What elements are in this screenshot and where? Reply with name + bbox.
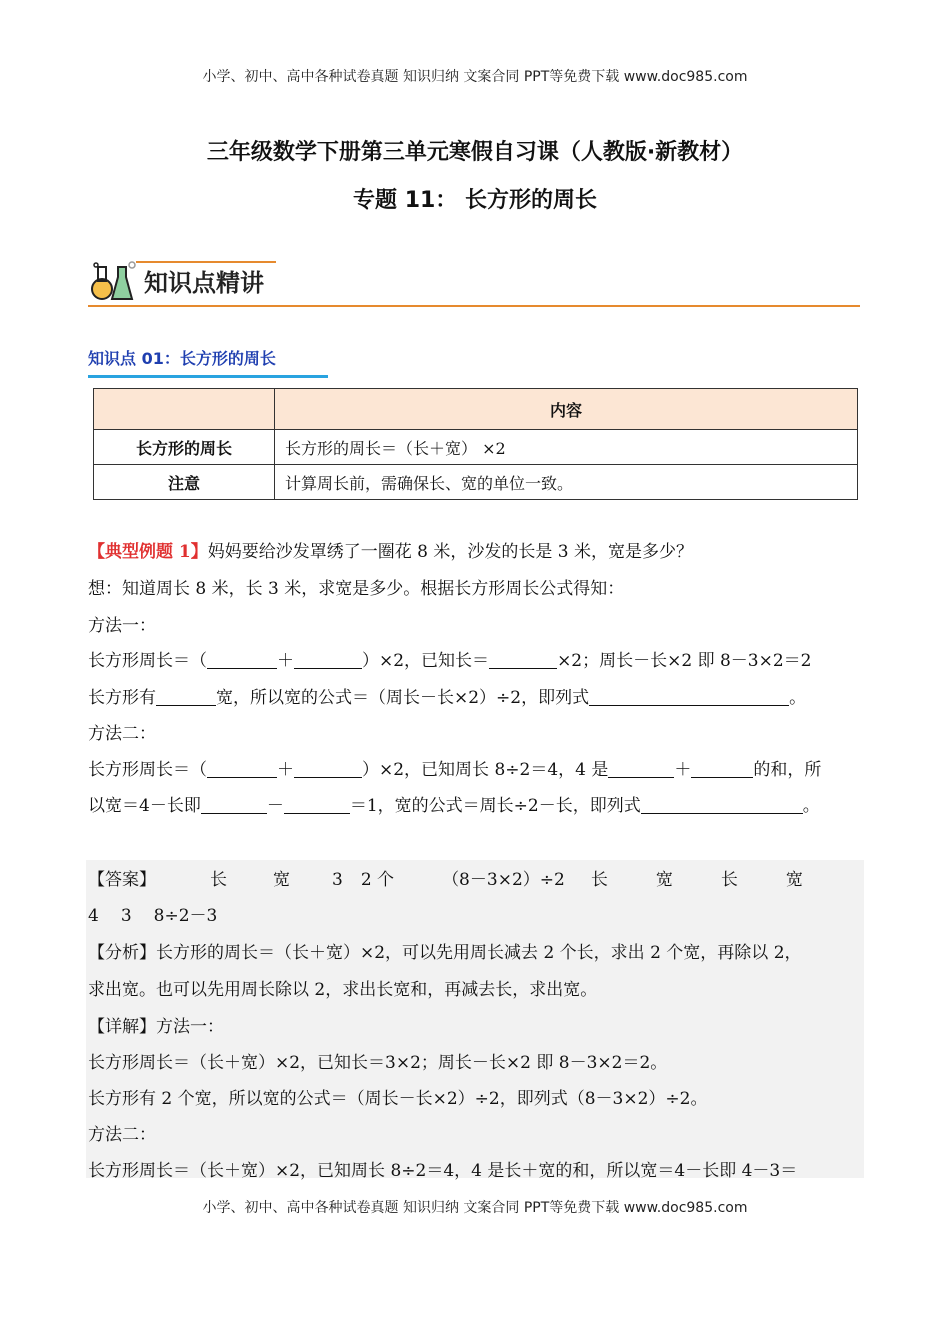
- answer-item: 4: [88, 906, 99, 926]
- table-row-label: 长方形的周长: [94, 430, 275, 465]
- analysis-text: 长方形的周长＝（长＋宽）×2，可以先用周长减去 2 个长，求出 2 个宽，再除以 2，: [156, 943, 802, 963]
- method1-line2: [88, 683, 806, 708]
- method1-line1: [88, 646, 812, 671]
- detail-method1-label: 方法一：: [156, 1017, 224, 1037]
- knowledge-point-title: 知识点 01：长方形的周长: [88, 349, 276, 368]
- text: 。: [802, 796, 820, 816]
- table-row: [94, 465, 858, 500]
- analysis-line2: 求出宽。也可以先用周长除以 2，求出长宽和，再减去长，求出宽。: [88, 980, 598, 1000]
- detail-line2: 长方形有 2 个宽，所以宽的公式＝（周长－长×2）÷2，即列式（8－3×2）÷2。: [88, 1089, 708, 1109]
- text: －: [266, 796, 284, 816]
- table-row-content: 长方形的周长＝（长＋宽） ×2: [275, 430, 858, 465]
- page-footer: 小学、初中、高中各种试卷真题 知识归纳 文案合同 PPT等免费下载 www.doc985.com: [202, 1200, 748, 1216]
- fill-blank[interactable]: [691, 761, 753, 778]
- section-banner: [88, 255, 860, 307]
- answer-item: 8÷2－3: [153, 906, 218, 926]
- method2-line2: [88, 791, 820, 816]
- text: ＋: [277, 651, 294, 671]
- answer-tag: 【答案】: [88, 870, 156, 890]
- table-row-label: 注意: [94, 465, 275, 500]
- answer-item: 宽: [273, 870, 290, 890]
- answer-item: 长: [590, 870, 608, 890]
- flask-icon: [88, 259, 138, 303]
- table-header-row: [94, 389, 858, 430]
- section-heading: 知识点精讲: [144, 269, 264, 297]
- text: ＋: [277, 760, 294, 780]
- answer-item: 长: [720, 870, 738, 890]
- fill-blank[interactable]: [294, 652, 362, 669]
- text: ×2；周长－长×2 即 8－3×2＝2: [557, 651, 812, 671]
- answer-item: 宽: [655, 870, 673, 890]
- detail-method2-label: 方法二：: [88, 1125, 156, 1145]
- text: 长方形有: [88, 688, 156, 708]
- fill-blank[interactable]: [641, 797, 803, 814]
- fill-blank[interactable]: [489, 652, 557, 669]
- example-tag: 【典型例题 1】: [88, 542, 208, 562]
- example-question: [88, 537, 693, 562]
- text: 长方形周长＝（: [88, 651, 207, 671]
- text: 长方形周长＝（: [88, 760, 207, 780]
- knowledge-table: [93, 388, 858, 500]
- method2-label: 方法二：: [88, 724, 156, 744]
- fill-blank[interactable]: [589, 689, 789, 706]
- answer-item: 2 个: [360, 870, 395, 890]
- text: ＝1，宽的公式＝周长÷2－长，即列式: [349, 796, 641, 816]
- detail-line1: 长方形周长＝（长＋宽）×2，已知长＝3×2；周长－长×2 即 8－3×2＝2。: [88, 1053, 668, 1073]
- fill-blank[interactable]: [201, 797, 267, 814]
- answer-item: 宽: [785, 870, 803, 890]
- text: 的和，所: [753, 760, 822, 780]
- text: 以宽＝4－长即: [88, 796, 201, 816]
- text: 。: [789, 688, 807, 708]
- analysis-tag: 【分析】: [88, 943, 156, 963]
- example-question-text: 妈妈要给沙发罩绣了一圈花 8 米，沙发的长是 3 米，宽是多少？: [207, 542, 693, 562]
- answer-item: 3: [120, 906, 132, 926]
- fill-blank[interactable]: [207, 761, 277, 778]
- knowledge-point-underline: [88, 375, 328, 378]
- method1-label: 方法一：: [88, 616, 156, 636]
- answer-item: 长: [210, 870, 227, 890]
- fill-blank[interactable]: [284, 797, 350, 814]
- method2-line1: [88, 755, 821, 780]
- fill-blank[interactable]: [608, 761, 674, 778]
- table-header-empty: [94, 389, 275, 430]
- text: ＋: [674, 760, 692, 780]
- section-rule: [88, 305, 860, 307]
- page-header: 小学、初中、高中各种试卷真题 知识归纳 文案合同 PPT等免费下载 www.doc985.com: [202, 69, 748, 85]
- text: 宽，所以宽的公式＝（周长－长×2）÷2，即列式: [216, 688, 590, 708]
- detail-tag: 【详解】: [88, 1017, 156, 1037]
- topic-title: 专题 11： 长方形的周长: [353, 188, 597, 213]
- answer-item: 3: [332, 870, 343, 890]
- answer-item: （8－3×2）÷2: [442, 870, 565, 890]
- table-row-content: 计算周长前，需确保长、宽的单位一致。: [275, 465, 858, 500]
- fill-blank[interactable]: [294, 761, 362, 778]
- text: ）×2，已知长＝: [362, 651, 490, 671]
- fill-blank[interactable]: [156, 689, 216, 706]
- answer-line2: [88, 901, 217, 926]
- fill-blank[interactable]: [207, 652, 277, 669]
- document-title: 三年级数学下册第三单元寒假自习课（人教版·新教材）: [206, 140, 744, 165]
- example-think: 想：知道周长 8 米，长 3 米，求宽是多少。根据长方形周长公式得知：: [88, 579, 625, 599]
- detail-line3: 长方形周长＝（长＋宽）×2，已知周长 8÷2＝4，4 是长＋宽的和，所以宽＝4－长即 4－3＝: [88, 1161, 798, 1181]
- text: ）×2，已知周长 8÷2＝4，4 是: [362, 760, 609, 780]
- answer-line1: [88, 865, 803, 890]
- detail-header: [88, 1012, 224, 1037]
- table-header-content: 内容: [275, 389, 858, 430]
- table-row: [94, 430, 858, 465]
- analysis-line1: [88, 938, 802, 963]
